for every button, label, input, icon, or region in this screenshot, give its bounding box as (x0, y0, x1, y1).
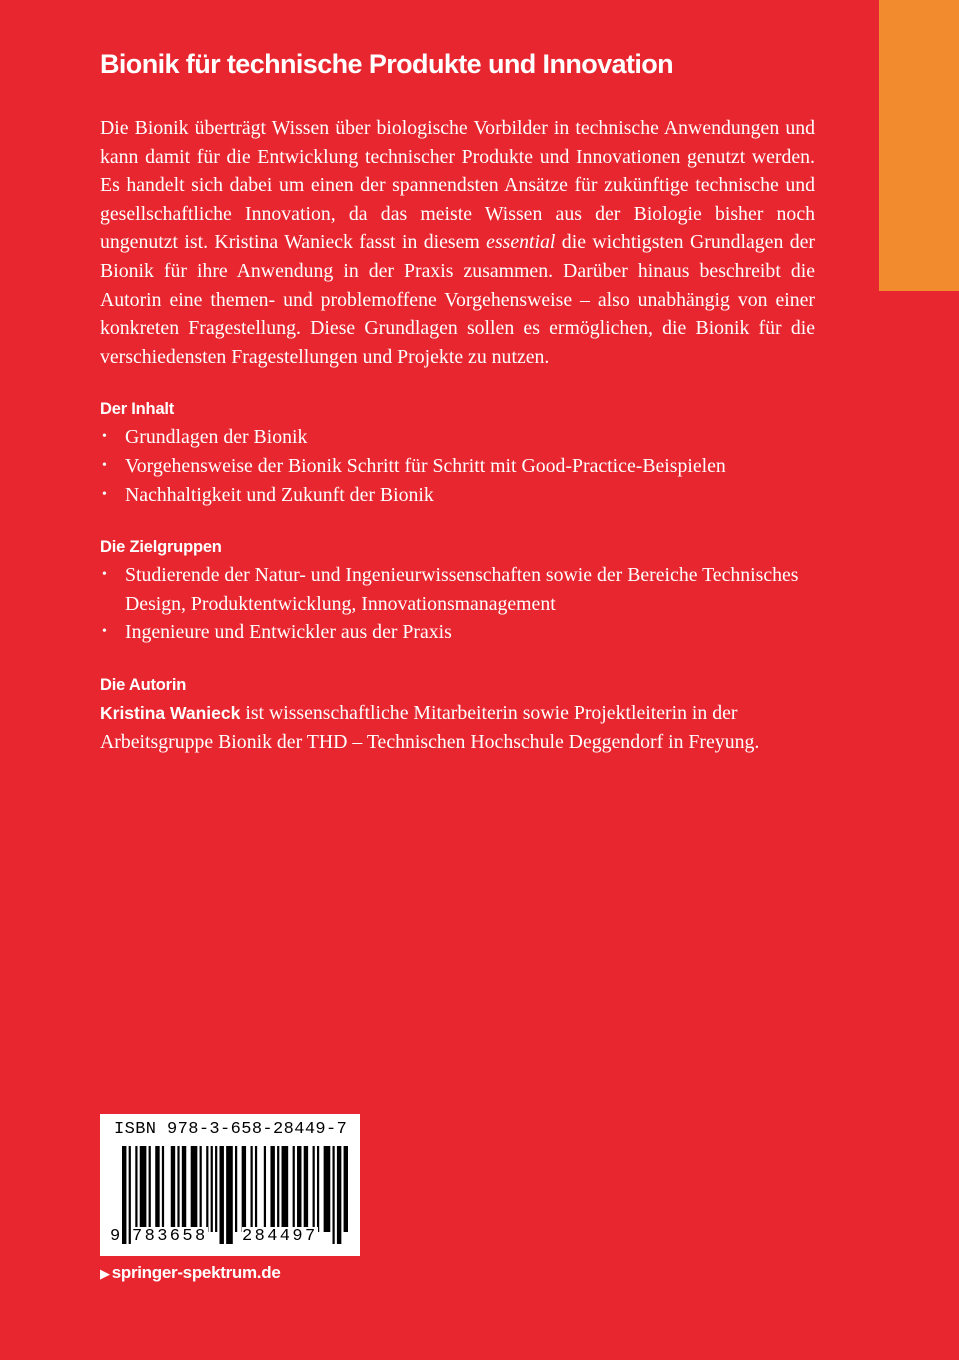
list-item: • Ingenieure und Entwickler aus der Praxis (100, 618, 815, 647)
barcode-bar (206, 1146, 208, 1232)
bullet-icon: • (102, 429, 107, 445)
barcode-bar (313, 1146, 315, 1232)
book-title: Bionik für technische Produkte und Innovation (100, 49, 674, 79)
bullet-icon: • (102, 624, 107, 640)
intro-emphasis: essential (486, 231, 556, 254)
barcode-bar (242, 1146, 246, 1232)
barcode-bar (317, 1146, 319, 1232)
barcode-bar (191, 1146, 198, 1232)
list-item: • Studierende der Natur- und Ingenieurwissenschaften sowie der Bereiche Technisches Design, Produktentwicklung, Innovationsmanagement (100, 561, 815, 618)
isbn-barcode (100, 1114, 360, 1256)
barcode-bar (270, 1146, 274, 1232)
list-item: • Nachhaltigkeit und Zukunft der Bionik (100, 481, 815, 510)
barcode-bar (264, 1146, 266, 1232)
barcode-bar (182, 1146, 186, 1232)
barcode-bar (324, 1146, 331, 1232)
publisher-link-text: springer-spektrum.de (111, 1263, 281, 1282)
barcode-bar (149, 1146, 151, 1232)
barcode-bar (255, 1146, 257, 1232)
barcode-bar (344, 1146, 348, 1232)
barcode-bar (332, 1146, 334, 1244)
barcode-bar (215, 1146, 217, 1232)
barcode-bar (337, 1146, 341, 1244)
audience-heading: Die Zielgruppen (100, 538, 222, 557)
author-heading: Die Autorin (100, 675, 187, 694)
barcode-bar (129, 1146, 131, 1244)
publisher-link[interactable] (100, 1263, 280, 1283)
ean-left-group: 783658 (132, 1227, 208, 1246)
barcode-bar (251, 1146, 253, 1232)
intro-text-2: die wichtigsten Grundlagen der Bionik für ihre Anwendung in der Praxis zusammen. Darüber hinaus beschreibt die Autorin eine themen- und problemoffene Vorgehensweise – also unabhängig von einer konkreten Fragestellung. Diese Grundlagen sollen es ermöglichen, die Bionik für die verschiedensten Fragestellungen und Projekte zu nutzen. (100, 231, 815, 368)
barcode-bar (171, 1146, 175, 1232)
intro-paragraph (100, 114, 815, 371)
barcode-bar (162, 1146, 164, 1232)
list-item: • Vorgehensweise der Bionik Schritt für Schritt mit Good-Practice-Beispielen (100, 452, 815, 481)
barcode-bar (135, 1146, 137, 1232)
barcode-bar (200, 1146, 202, 1232)
isbn-number: ISBN 978-3-658-28449-7 (114, 1120, 348, 1139)
play-arrow-icon: ▶ (100, 1266, 110, 1281)
barcode-bar (235, 1146, 237, 1232)
barcode-bar (211, 1146, 213, 1232)
bullet-icon: • (102, 486, 107, 502)
barcode-bar (140, 1146, 147, 1232)
author-name: Kristina Wanieck (100, 702, 241, 723)
audience-section (100, 533, 815, 647)
ean-right-group: 284497 (242, 1227, 318, 1246)
contents-heading: Der Inhalt (100, 400, 175, 419)
audience-list (100, 561, 815, 647)
barcode-bar (293, 1146, 295, 1232)
barcode-bar (304, 1146, 308, 1232)
barcode-bar (282, 1146, 289, 1232)
back-cover-content (100, 44, 815, 756)
author-section (100, 671, 815, 756)
contents-list (100, 423, 815, 509)
barcode-bar (177, 1146, 179, 1232)
list-item: • Grundlagen der Bionik (100, 423, 815, 452)
author-bio-text: ist wissenschaftliche Mitarbeiterin sowie Projektleiterin in der Arbeitsgruppe Bionik der THD – Technischen Hochschule Deggendorf in Freyung. (100, 701, 760, 753)
contents-section (100, 395, 815, 509)
barcode-bar (277, 1146, 279, 1232)
barcode-bar (122, 1146, 126, 1244)
bullet-icon: • (102, 567, 107, 583)
barcode-bar (226, 1146, 233, 1244)
barcode-bar (219, 1146, 223, 1244)
bullet-icon: • (102, 457, 107, 473)
author-bio (100, 699, 815, 756)
barcode-bar (297, 1146, 301, 1232)
ean-first-digit: 9 (110, 1227, 121, 1246)
intro-text-1: Die Bionik überträgt Wissen über biologische Vorbilder in technische Anwendungen und kann damit für die Entwicklung technischer Produkte und Innovationen genutzt werden. Es handelt sich dabei um einen der spannendsten Ansätze für zukünftige technische und gesellschaftliche Innovation, da das meiste Wissen aus der Biologie bisher noch ungenutzt ist. Kristina Wanieck fasst in diesem (100, 117, 815, 254)
barcode-bar (155, 1146, 159, 1232)
orange-accent-tab (879, 0, 959, 291)
